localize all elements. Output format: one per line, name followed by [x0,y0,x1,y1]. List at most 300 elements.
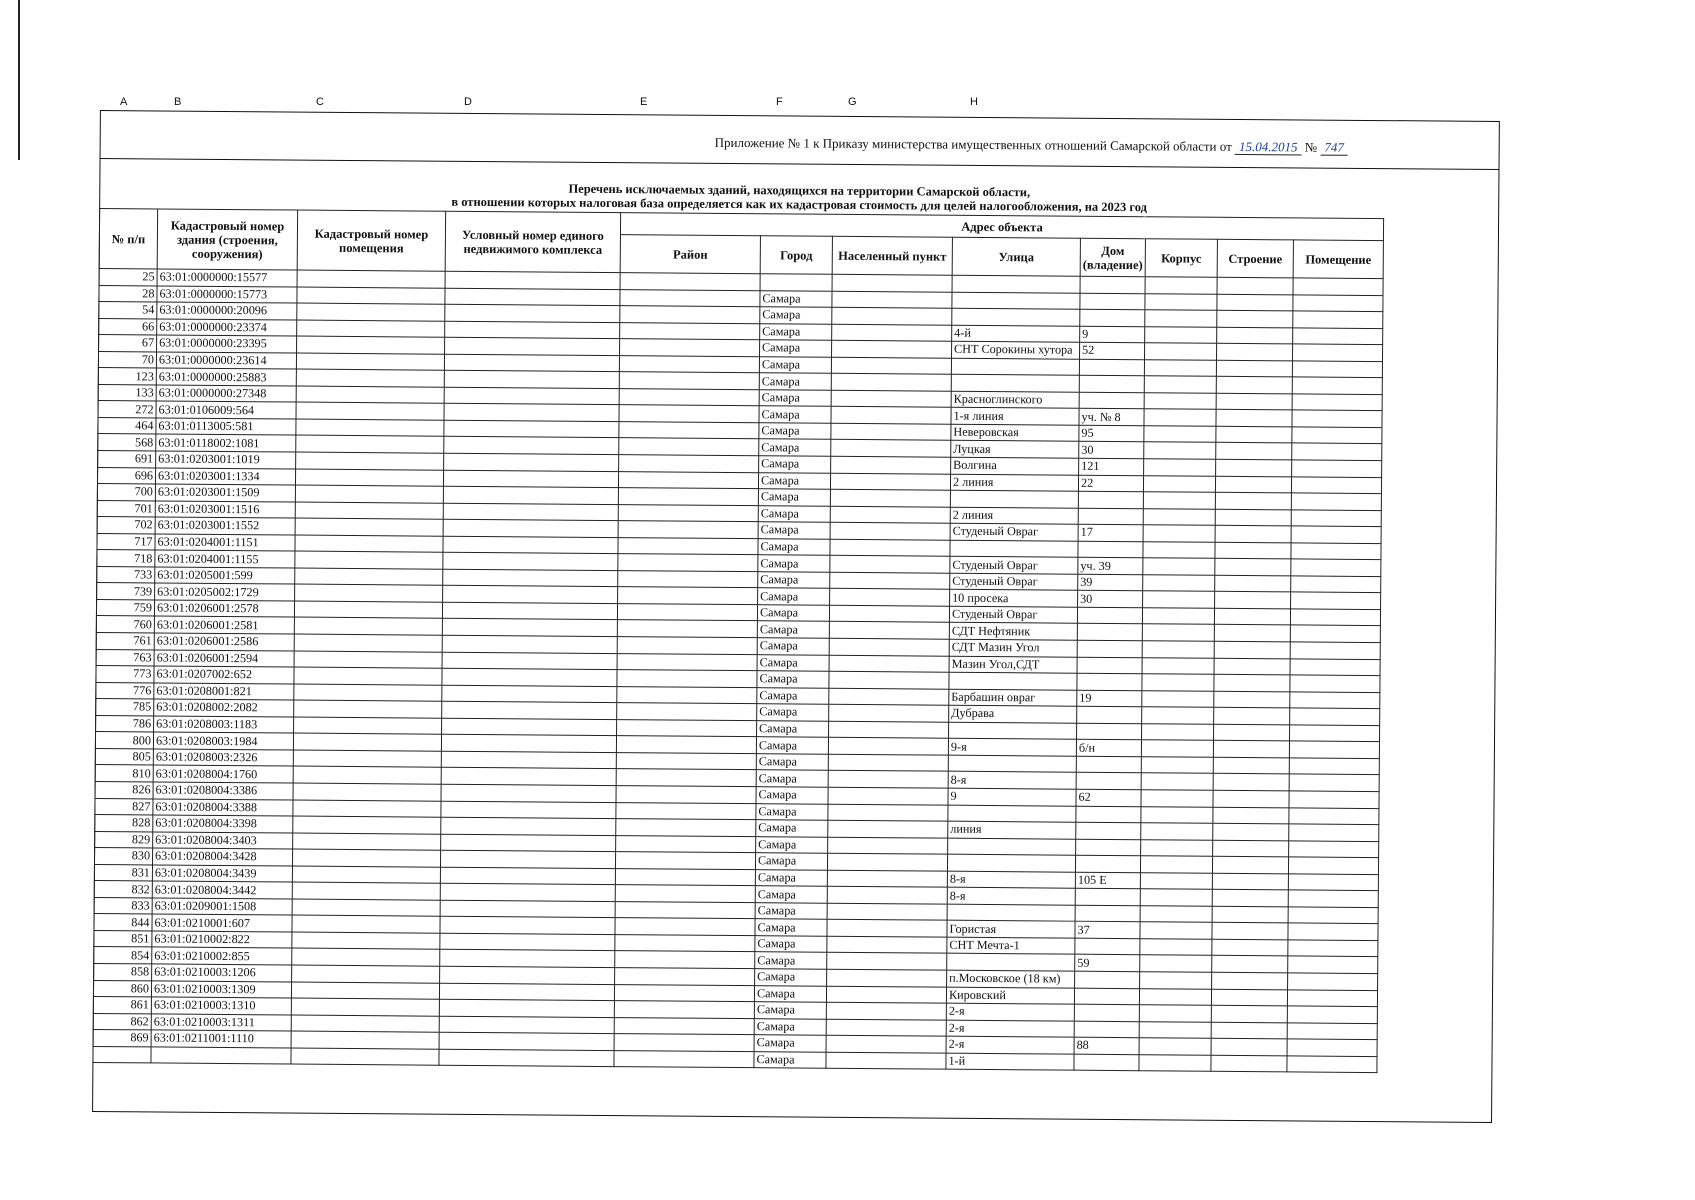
corpus-cell [1143,558,1215,575]
building-cell [1215,476,1291,493]
cadastral-number: 63:01:0203001:1334 [155,468,295,486]
street-cell: 2 линия [950,474,1078,492]
corpus-cell [1139,1021,1211,1038]
house-cell: уч. № 8 [1079,409,1144,426]
premises-cell [1290,658,1380,675]
settlement-cell [830,506,950,523]
corpus-cell [1145,293,1217,310]
city-cell: Самара [758,505,830,522]
settlement-cell [827,920,947,937]
complex-cell [443,503,618,521]
city-cell: Самара [757,687,829,704]
house-cell [1080,276,1145,293]
header-premises: Помещение [1293,240,1383,279]
corpus-cell [1140,889,1212,906]
house-cell [1079,392,1144,409]
premises-cell [1288,890,1378,907]
cadastral-number: 63:01:0000000:23374 [157,319,297,337]
building-cell [1212,856,1288,873]
house-cell [1075,971,1140,988]
room-cell [292,849,440,867]
premises-cell [1290,625,1380,642]
row-number: 70 [98,351,156,368]
room-cell [297,320,445,338]
room-cell [293,816,441,834]
premises-cell [1292,443,1382,460]
street-cell: п.Московское (18 км) [947,970,1075,988]
table-body [93,268,1383,1072]
header-city: Город [760,236,832,275]
settlement-cell [829,638,949,655]
complex-cell [439,1016,614,1034]
street-cell [947,904,1075,922]
corpus-cell [1139,1038,1211,1055]
premises-cell [1292,361,1382,378]
settlement-cell [832,307,952,324]
cadastral-number: 63:01:0208001:821 [154,683,294,701]
room-cell [291,1031,439,1049]
cadastral-number: 63:01:0206001:2581 [154,616,294,634]
city-cell: Самара [757,671,829,688]
city-cell: Самара [757,720,829,737]
row-number: 833 [94,897,152,914]
street-cell: 1-я линия [951,408,1079,426]
building-cell [1216,410,1292,427]
house-cell: 121 [1079,458,1144,475]
premises-cell [1291,493,1381,510]
corpus-cell [1144,426,1216,443]
city-cell: Самара [760,323,832,340]
building-cell [1216,360,1292,377]
street-cell: Кировский [946,987,1074,1005]
room-cell [292,965,440,983]
building-cell [1217,277,1293,294]
district-cell [619,438,759,456]
room-cell [291,1048,439,1066]
cadastral-number: 63:01:0204001:1151 [155,534,295,552]
column-letter: C [316,96,324,108]
district-cell [619,405,759,423]
building-cell [1214,625,1290,642]
cadastral-number: 63:01:0203001:1509 [155,484,295,502]
settlement-cell [827,936,947,953]
room-cell [294,700,442,718]
district-cell [615,968,755,986]
building-cell [1216,377,1292,394]
house-cell [1076,756,1141,773]
house-cell: 39 [1078,574,1143,591]
street-cell: 8-я [948,772,1076,790]
complex-cell [442,668,617,686]
city-cell: Самара [758,538,830,555]
complex-cell [440,883,615,901]
city-cell: Самара [756,787,828,804]
settlement-cell [831,423,951,440]
row-number: 702 [97,517,155,534]
row-number: 773 [96,666,154,683]
street-cell: линия [948,821,1076,839]
room-cell [297,287,445,305]
corpus-cell [1141,806,1213,823]
house-cell: 19 [1077,690,1142,707]
street-cell: Неверовская [951,424,1079,442]
room-cell [291,998,439,1016]
building-cell [1215,575,1291,592]
cadastral-number: 63:01:0203001:1516 [155,501,295,519]
building-cell [1212,906,1288,923]
corpus-cell [1144,459,1216,476]
row-number: 858 [94,963,152,980]
complex-cell [440,850,615,868]
street-cell: Студеный Овраг [949,606,1077,624]
corpus-cell [1140,856,1212,873]
complex-cell [439,999,614,1017]
house-cell [1077,706,1142,723]
corpus-cell [1143,492,1215,509]
building-cell [1212,972,1288,989]
settlement-cell [831,390,951,407]
house-cell: 59 [1075,955,1140,972]
house-cell: 95 [1079,425,1144,442]
street-cell [948,805,1076,823]
building-cell [1217,310,1293,327]
corpus-cell [1142,690,1214,707]
house-cell: 17 [1078,524,1143,541]
premises-cell [1290,609,1380,626]
room-cell [292,948,440,966]
building-cell [1211,1005,1287,1022]
house-cell [1080,309,1145,326]
complex-cell [445,271,620,289]
corpus-cell [1141,740,1213,757]
street-cell: 10 просека [950,590,1078,608]
cadastral-number: 63:01:0205002:1729 [155,583,295,601]
header-complex: Условный номер единого недвижимого комплекса [445,211,620,272]
settlement-cell [828,837,948,854]
street-cell: Мазин Угол,СДТ [949,656,1077,674]
city-cell: Самара [757,704,829,721]
city-cell: Самара [756,803,828,820]
cadastral-number: 63:01:0210003:1311 [151,1014,291,1032]
city-cell: Самара [758,572,830,589]
street-cell: Студеный Овраг [950,573,1078,591]
corpus-cell [1144,359,1216,376]
district-cell [618,537,758,555]
complex-cell [440,867,615,885]
complex-cell [444,437,619,455]
room-cell [294,667,442,685]
settlement-cell [827,969,947,986]
district-cell [614,984,754,1002]
street-cell: Волгина [951,457,1079,475]
document-sheet [92,100,1510,1131]
district-cell [617,637,757,655]
cadastral-number: 63:01:0000000:20096 [157,302,297,320]
city-cell: Самара [759,423,831,440]
complex-cell [439,983,614,1001]
column-letter: E [640,96,648,108]
cadastral-number: 63:01:0000000:15577 [157,269,297,287]
house-cell [1079,359,1144,376]
cadastral-number: 63:01:0208004:3398 [153,815,293,833]
house-cell [1077,640,1142,657]
building-cell [1213,823,1289,840]
city-cell: Самара [756,836,828,853]
house-cell: 105 Е [1075,872,1140,889]
city-cell: Самара [754,985,826,1002]
header-settlement: Населенный пункт [832,236,952,275]
settlement-cell [828,820,948,837]
city-cell: Самара [759,439,831,456]
settlement-cell [831,374,951,391]
corpus-cell [1142,657,1214,674]
building-cell [1216,459,1292,476]
complex-cell [441,768,616,786]
buildings-table [92,208,1384,1073]
row-number: 860 [93,980,151,997]
street-cell: Гористая [947,921,1075,939]
premises-cell [1287,1006,1377,1023]
premises-cell [1289,824,1379,841]
document-title-line2: в отношении которых налоговая база определяется как их кадастровая стоимость для целей налогообложения, на 2023 год [451,194,1148,215]
complex-cell [440,900,615,918]
district-cell [615,918,755,936]
building-cell [1216,393,1292,410]
district-cell [617,670,757,688]
complex-cell [439,1049,614,1067]
building-cell [1214,674,1290,691]
row-number: 464 [98,417,156,434]
city-cell: Самара [755,869,827,886]
settlement-cell [829,721,949,738]
room-cell [294,634,442,652]
street-cell: СДТ Мазин Угол [949,639,1077,657]
premises-cell [1287,989,1377,1006]
room-cell [295,502,443,520]
settlement-cell [826,986,946,1003]
district-cell [619,455,759,473]
building-cell [1215,492,1291,509]
column-letter: B [174,96,182,108]
complex-cell [444,420,619,438]
cadastral-number: 63:01:0209001:1508 [152,898,292,916]
district-cell [618,504,758,522]
settlement-cell [828,738,948,755]
city-cell: Самара [760,307,832,324]
district-cell [617,686,757,704]
building-cell [1214,707,1290,724]
header-cadastral-building: Кадастровый номер здания (строения, сооружения) [157,209,297,270]
room-cell [296,419,444,437]
settlement-cell [828,771,948,788]
row-number: 568 [98,434,156,451]
corpus-cell [1139,988,1211,1005]
annex-number: 747 [1320,140,1348,156]
street-cell: Красноглинского [951,391,1079,409]
cadastral-number: 63:01:0000000:25883 [156,368,296,386]
cadastral-number: 63:01:0210003:1309 [151,980,291,998]
room-cell [293,783,441,801]
complex-cell [444,453,619,471]
premises-cell [1290,675,1380,692]
premises-cell [1291,543,1381,560]
house-cell [1076,773,1141,790]
district-cell [619,422,759,440]
premises-cell [1292,344,1382,361]
city-cell: Самара [756,770,828,787]
cadastral-number: 63:01:0208004:3403 [153,832,293,850]
house-cell: 22 [1078,475,1143,492]
room-cell [291,1015,439,1033]
street-cell [952,275,1080,293]
premises-cell [1289,741,1379,758]
premises-cell [1288,923,1378,940]
city-cell: Самара [760,340,832,357]
house-cell: 88 [1074,1037,1139,1054]
settlement-cell [832,274,952,291]
corpus-cell [1142,641,1214,658]
room-cell [293,800,441,818]
city-cell: Самара [755,936,827,953]
annex-date: 15.04.2015 [1235,139,1302,156]
header-house: Дом (владение) [1080,238,1145,277]
district-cell [618,570,758,588]
settlement-cell [827,903,947,920]
city-cell: Самара [758,555,830,572]
row-number: 701 [97,500,155,517]
premises-cell [1291,510,1381,527]
house-cell [1074,988,1139,1005]
city-cell: Самара [757,654,829,671]
corpus-cell [1141,773,1213,790]
district-cell [620,339,760,357]
corpus-cell [1141,790,1213,807]
row-number: 123 [98,368,156,385]
city-cell: Самара [754,1018,826,1035]
district-cell [617,703,757,721]
street-cell [950,490,1078,508]
settlement-cell [828,804,948,821]
premises-cell [1289,791,1379,808]
complex-cell [442,685,617,703]
district-cell [617,604,757,622]
settlement-cell [829,671,949,688]
header-address: Адрес объекта [620,213,1383,241]
complex-cell [442,718,617,736]
room-cell [297,303,445,321]
premises-cell [1288,973,1378,990]
complex-cell [443,486,618,504]
row-number: 700 [97,484,155,501]
row-number: 776 [96,682,154,699]
street-cell: СНТ Мечта-1 [947,937,1075,955]
district-cell [620,289,760,307]
settlement-cell [826,1002,946,1019]
row-number: 854 [94,947,152,964]
row-number: 28 [99,285,157,302]
corpus-cell [1140,905,1212,922]
cadastral-number: 63:01:0210001:607 [152,914,292,932]
complex-cell [440,966,615,984]
complex-cell [444,387,619,405]
building-cell [1213,741,1289,758]
row-number: 696 [97,467,155,484]
street-cell: СНТ Сорокины хутора [952,341,1080,359]
building-cell [1216,343,1292,360]
district-cell [615,934,755,952]
building-cell [1212,956,1288,973]
column-letter: F [776,96,783,108]
building-cell [1214,608,1290,625]
room-cell [296,386,444,404]
building-cell [1213,840,1289,857]
corpus-cell [1140,939,1212,956]
premises-cell [1289,758,1379,775]
complex-cell [440,933,615,951]
street-cell [947,854,1075,872]
corpus-cell [1143,525,1215,542]
corpus-cell [1140,922,1212,939]
room-cell [295,551,443,569]
corpus-cell [1145,326,1217,343]
building-cell [1213,790,1289,807]
district-cell [614,1034,754,1052]
cadastral-number: 63:01:0113005:581 [156,418,296,436]
building-cell [1213,774,1289,791]
settlement-cell [830,522,950,539]
complex-cell [441,735,616,753]
complex-cell [443,536,618,554]
district-cell [616,769,756,787]
street-cell [951,358,1079,376]
room-cell [295,518,443,536]
corpus-cell [1141,839,1213,856]
building-cell [1217,327,1293,344]
house-cell [1078,491,1143,508]
complex-cell [444,354,619,372]
complex-cell [441,817,616,835]
settlement-cell [827,953,947,970]
house-cell [1080,293,1145,310]
house-cell [1076,822,1141,839]
corpus-cell [1145,310,1217,327]
complex-cell [440,917,615,935]
complex-cell [440,950,615,968]
row-number: 832 [94,881,152,898]
building-cell [1211,989,1287,1006]
city-cell: Самара [759,373,831,390]
complex-cell [441,834,616,852]
premises-cell [1292,460,1382,477]
column-letter: G [848,96,857,108]
settlement-cell [828,754,948,771]
premises-cell [1288,907,1378,924]
complex-cell [445,304,620,322]
cadastral-number: 63:01:0208003:2326 [153,749,293,767]
room-cell [295,568,443,586]
street-cell: 2-я [946,1003,1074,1021]
cadastral-number [151,1047,291,1065]
district-cell [617,620,757,638]
cadastral-number: 63:01:0210002:855 [152,947,292,965]
street-cell: 9 [948,788,1076,806]
house-cell [1075,938,1140,955]
corpus-cell [1143,591,1215,608]
corpus-cell [1139,1054,1211,1071]
settlement-cell [831,357,951,374]
street-cell: 2-я [946,1020,1074,1038]
settlement-cell [830,539,950,556]
